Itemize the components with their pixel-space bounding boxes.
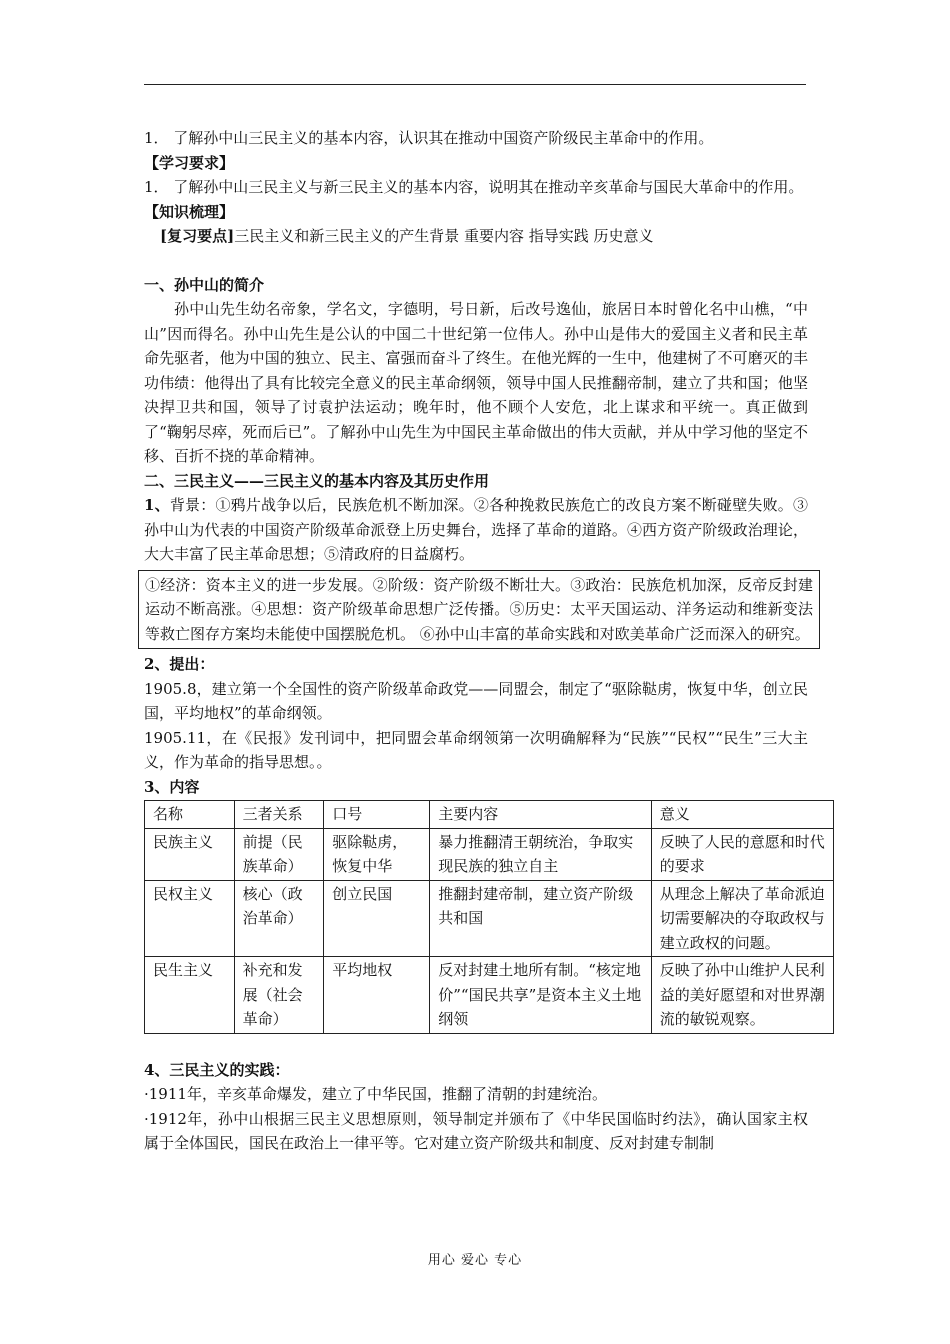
header-cell-name: 名称 — [145, 801, 235, 829]
practice-title: 4、三民主义的实践： — [144, 1060, 290, 1079]
spacer — [144, 249, 808, 273]
section1-title: 一、孙中山的简介 — [144, 275, 265, 294]
proposal-title: 2、提出： — [144, 655, 215, 673]
table-cell: 民生主义 — [145, 957, 235, 1034]
section2-title: 二、三民主义——三民主义的基本内容及其历史作用 — [144, 471, 490, 490]
proposal-1905-11: 1905.11，在《民报》发刊词中，把同盟会革命纲领第一次明确解释为“民族”“民权”“民生”三大主义，作为革命的指导思想。。 — [144, 728, 808, 771]
proposal-1905-8: 1905.8，建立第一个全国性的资产阶级革命政党——同盟会，制定了“驱除鞑虏，恢复中华，创立民国，平均地权”的革命纲领。 — [144, 679, 808, 722]
table-cell: 反映了孙中山维护人民利益的美好愿望和对世界潮流的敏锐观察。 — [651, 957, 833, 1034]
review-points-text: 三民主义和新三民主义的产生背景 重要内容 指导实践 历史意义 — [234, 227, 654, 245]
table-cell: 驱除鞑虏，恢复中华 — [324, 828, 430, 880]
table-cell: 从理念上解决了革命派迫切需要解决的夺取政权与建立政权的问题。 — [651, 880, 833, 957]
table-cell: 创立民国 — [324, 880, 430, 957]
table-header-row — [145, 801, 834, 829]
table-cell: 反对封建土地所有制。“核定地价”“国民共享”是资本主义土地纲领 — [430, 957, 651, 1034]
background-summary-box — [138, 570, 820, 650]
requirement-line: 1． 了解孙中山三民主义与新三民主义的基本内容，说明其在推动辛亥革命与国民大革命中的作用。 — [144, 178, 804, 196]
background-summary-text: ①经济：资本主义的进一步发展。②阶级：资产阶级不断壮大。③政治：民族危机加深，反帝反封建运动不断高涨。④思想：资产阶级革命思想广泛传播。⑤历史：太平天国运动、洋务运动和维新变法等救亡图存方案均未能使中国摆脱危机。 ⑥孙中山丰富的革命实践和对欧美革命广泛而深入的研究。 — [145, 575, 813, 643]
objective-line: 1． 了解孙中山三民主义的基本内容，认识其在推动中国资产阶级民主革命中的作用。 — [144, 129, 714, 147]
background-text: 背景：①鸦片战争以后，民族危机不断加深。②各种挽救民族危亡的改良方案不断碰壁失败。③孙中山为代表的中国资产阶级革命派登上历史舞台，选择了革命的道路。④西方资产阶级政治理论，大大丰富了民主革命思想；⑤清政府的日益腐朽。 — [144, 496, 808, 563]
background-paragraph — [144, 493, 808, 567]
header-cell-content: 主要内容 — [430, 801, 651, 829]
practice-1912: ·1912年，孙中山根据三民主义思想原则，领导制定并颁布了《中华民国临时约法》，确认国家主权属于全体国民，国民在政治上一律平等。它对建立资产阶级共和制度、反对封建专制制 — [144, 1109, 808, 1152]
background-label: 1、 — [144, 496, 170, 514]
table-cell: 推翻封建帝制，建立资产阶级共和国 — [430, 880, 651, 957]
table-row — [145, 828, 834, 880]
table-cell: 补充和发展（社会革命） — [234, 957, 324, 1034]
table-cell: 平均地权 — [324, 957, 430, 1034]
heading-learning-requirements: 【学习要求】 — [144, 153, 235, 172]
header-rule — [144, 84, 806, 85]
table-cell: 民权主义 — [145, 880, 235, 957]
table-cell: 前提（民族革命） — [234, 828, 324, 880]
content-title: 3、内容 — [144, 777, 200, 796]
header-cell-slogan: 口号 — [324, 801, 430, 829]
table-cell: 核心（政治革命） — [234, 880, 324, 957]
page-footer: 用心 爱心 专心 — [427, 1253, 523, 1268]
table-row — [145, 880, 834, 957]
table-cell: 民族主义 — [145, 828, 235, 880]
spacer — [144, 1034, 808, 1058]
review-points — [144, 224, 808, 249]
practice-1911: ·1911年，辛亥革命爆发，建立了中华民国，推翻了清朝的封建统治。 — [144, 1085, 607, 1103]
table-cell: 反映了人民的意愿和时代的要求 — [651, 828, 833, 880]
header-cell-relation: 三者关系 — [234, 801, 324, 829]
table-cell: 暴力推翻清王朝统治，争取实现民族的独立自主 — [430, 828, 651, 880]
table-row — [145, 957, 834, 1034]
three-principles-table — [144, 800, 834, 1034]
document-body — [144, 126, 825, 1156]
header-cell-significance: 意义 — [651, 801, 833, 829]
heading-knowledge-review: 【知识梳理】 — [144, 202, 235, 221]
review-points-label: [复习要点] — [160, 227, 235, 245]
section1-body: 孙中山先生幼名帝象，学名文，字德明，号日新，后改号逸仙，旅居日本时曾化名中山樵，“中山”因而得名。孙中山先生是公认的中国二十世纪第一位伟人。孙中山是伟大的爱国主义者和民主革命先驱者，他为中国的独立、民主、富强而奋斗了终生。在他光辉的一生中，他建树了不可磨灭的丰功伟绩：他得出了具有比较完全意义的民主革命纲领，领导中国人民推翻帝制，建立了共和国；他坚决捍卫共和国，领导了讨袁护法运动；晚年时，他不顾个人安危，北上谋求和平统一。真正做到了“鞠躬尽瘁，死而后已”。了解孙中山先生为中国民主革命做出的伟大贡献，并从中学习他的坚定不移、百折不挠的革命精神。 — [144, 300, 808, 465]
